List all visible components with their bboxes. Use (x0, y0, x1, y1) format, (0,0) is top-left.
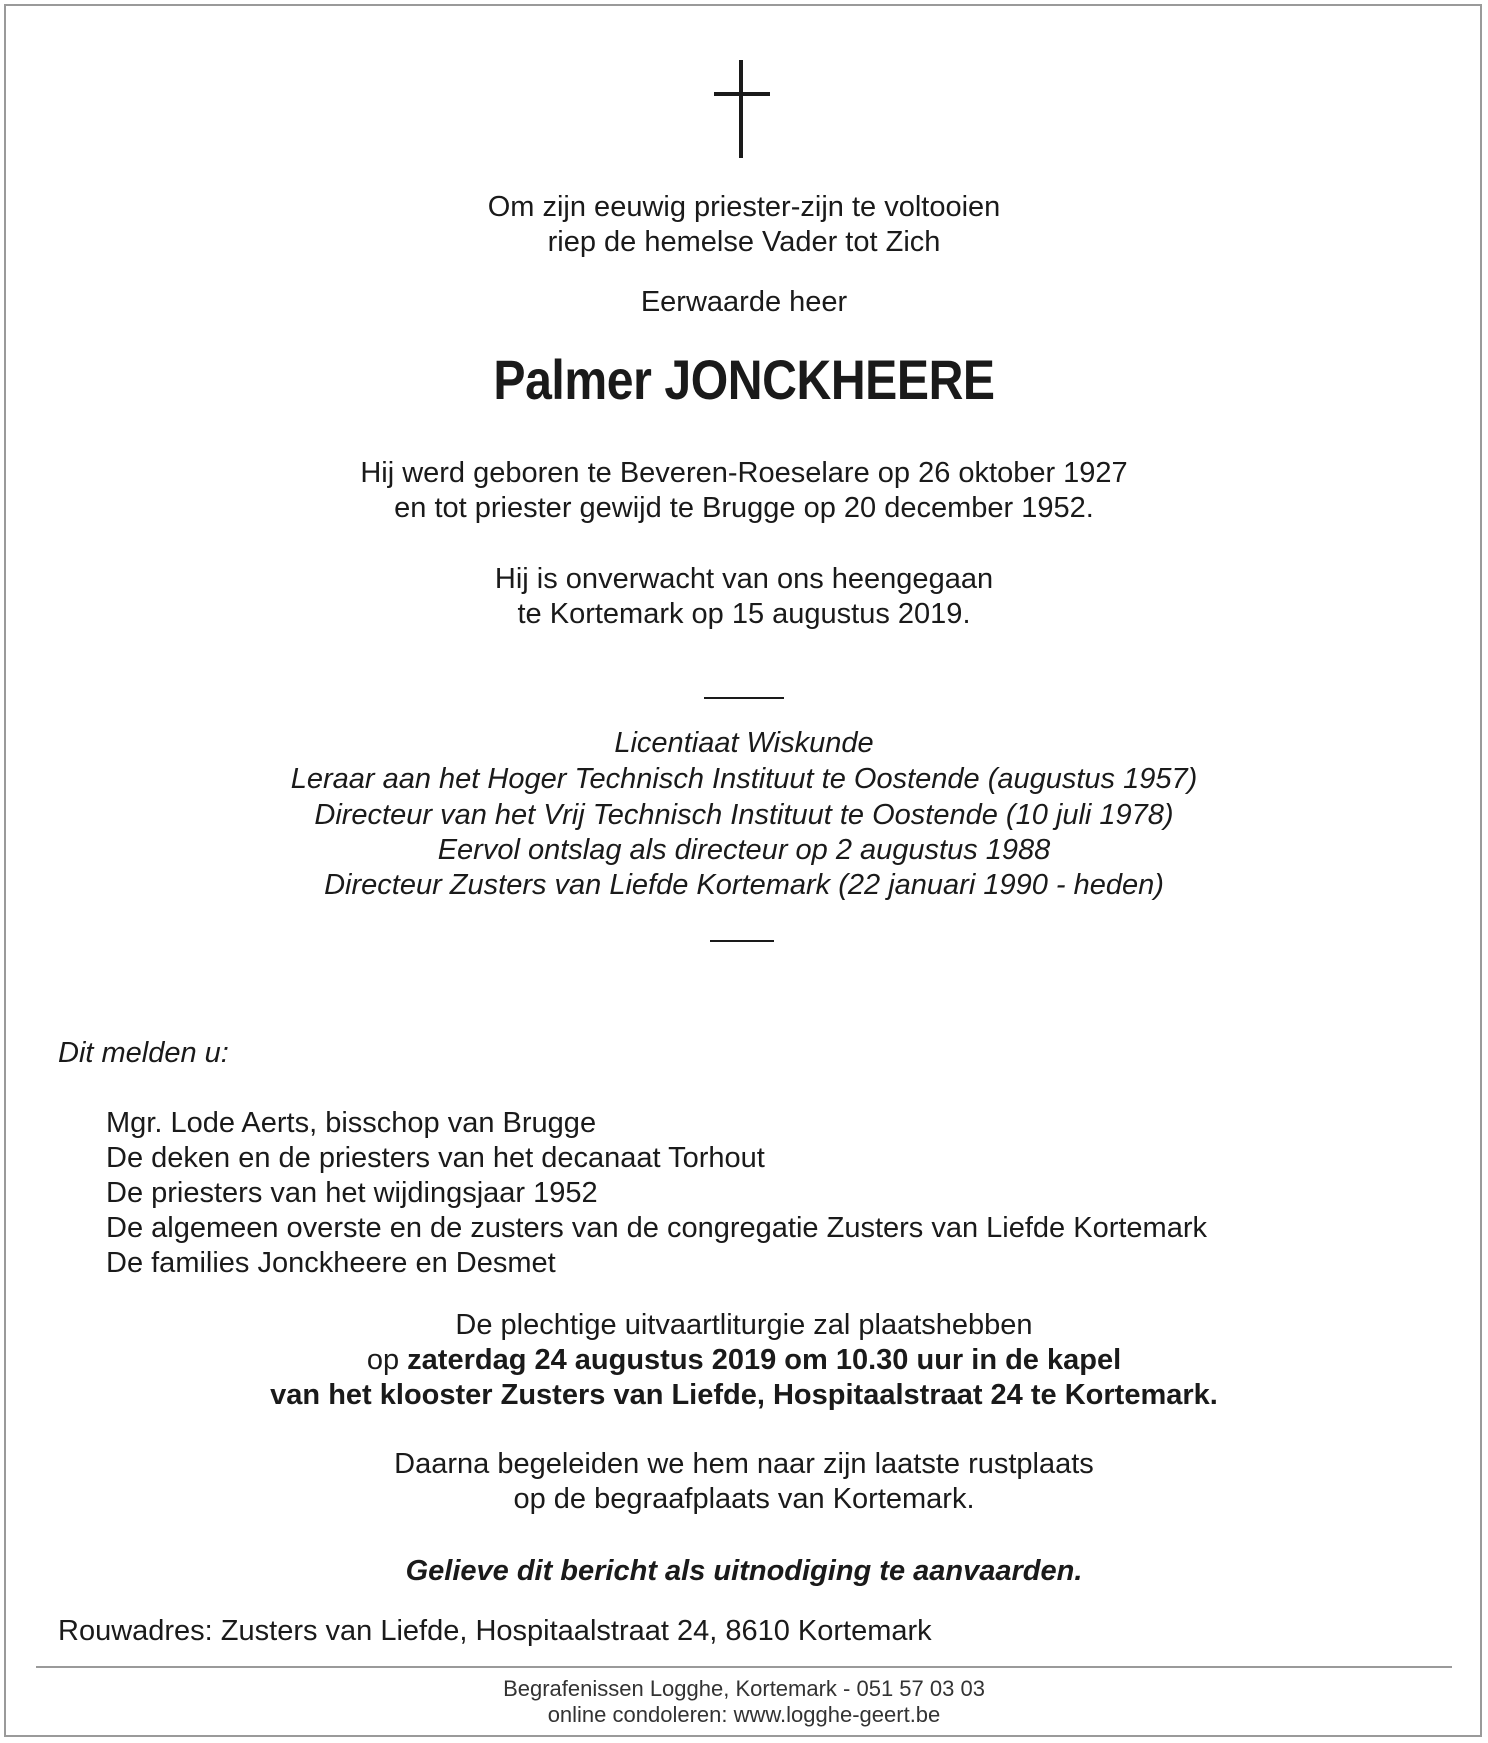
invitation-note: Gelieve dit bericht als uitnodiging te aanvaarden. (405, 1555, 1083, 1587)
announcer-item: De families Jonckheere en Desmet (106, 1247, 556, 1279)
funeral-line-1: De plechtige uitvaartliturgie zal plaatshebben (455, 1309, 1033, 1341)
intro-line-1: Om zijn eeuwig priester-zijn te voltooien (487, 191, 1001, 223)
burial-line-2: op de begraafplaats van Kortemark. (513, 1483, 975, 1515)
career-item: Eervol ontslag als directeur op 2 augustus 1988 (437, 834, 1051, 866)
burial-line-1: Daarna begeleiden we hem naar zijn laatste rustplaats (394, 1448, 1094, 1480)
announcer-item: De priesters van het wijdingsjaar 1952 (106, 1177, 598, 1209)
online-condolence: online condoleren: www.logghe-geert.be (547, 1702, 941, 1727)
announcer-item: De deken en de priesters van het decanaat Torhout (106, 1142, 765, 1174)
cross-icon (714, 60, 770, 158)
intro-line-2: riep de hemelse Vader tot Zich (547, 226, 941, 258)
career-item: Licentiaat Wiskunde (614, 727, 874, 759)
career-item: Leraar aan het Hoger Technisch Instituut te Oostende (augustus 1957) (290, 763, 1198, 795)
death-line-1: Hij is onverwacht van ons heengegaan (494, 563, 994, 595)
funeral-prefix: op (366, 1344, 408, 1376)
death-line-2: te Kortemark op 15 augustus 2019. (517, 598, 971, 630)
footer-rule (36, 1666, 1452, 1668)
funeral-location: van het klooster Zusters van Liefde, Hospitaalstraat 24 te Kortemark. (270, 1379, 1218, 1411)
career-item: Directeur Zusters van Liefde Kortemark (22 januari 1990 - heden) (324, 869, 1164, 901)
mourning-address: Rouwadres: Zusters van Liefde, Hospitaalstraat 24, 8610 Kortemark (58, 1615, 932, 1647)
announcer-item: Mgr. Lode Aerts, bisschop van Brugge (106, 1107, 597, 1139)
funeral-line-2 (0, 1343, 1488, 1378)
divider-bottom (710, 940, 774, 942)
title-honorific: Eerwaarde heer (640, 286, 848, 318)
announcer-item: De algemeen overste en de zusters van de congregatie Zusters van Liefde Kortemark (106, 1212, 1207, 1244)
funeral-home-info: Begrafenissen Logghe, Kortemark - 051 57 03 03 (503, 1676, 985, 1701)
career-item: Directeur van het Vrij Technisch Instituut te Oostende (10 juli 1978) (314, 799, 1174, 831)
announcers-label: Dit melden u: (58, 1037, 229, 1069)
funeral-date-time: zaterdag 24 augustus 2019 om 10.30 uur in de kapel (407, 1344, 1122, 1376)
divider-top (704, 697, 784, 699)
deceased-name: Palmer JONCKHEERE (493, 348, 995, 411)
born-line-2: en tot priester gewijd te Brugge op 20 december 1952. (394, 492, 1094, 524)
born-line-1: Hij werd geboren te Beveren-Roeselare op 26 oktober 1927 (360, 457, 1128, 489)
